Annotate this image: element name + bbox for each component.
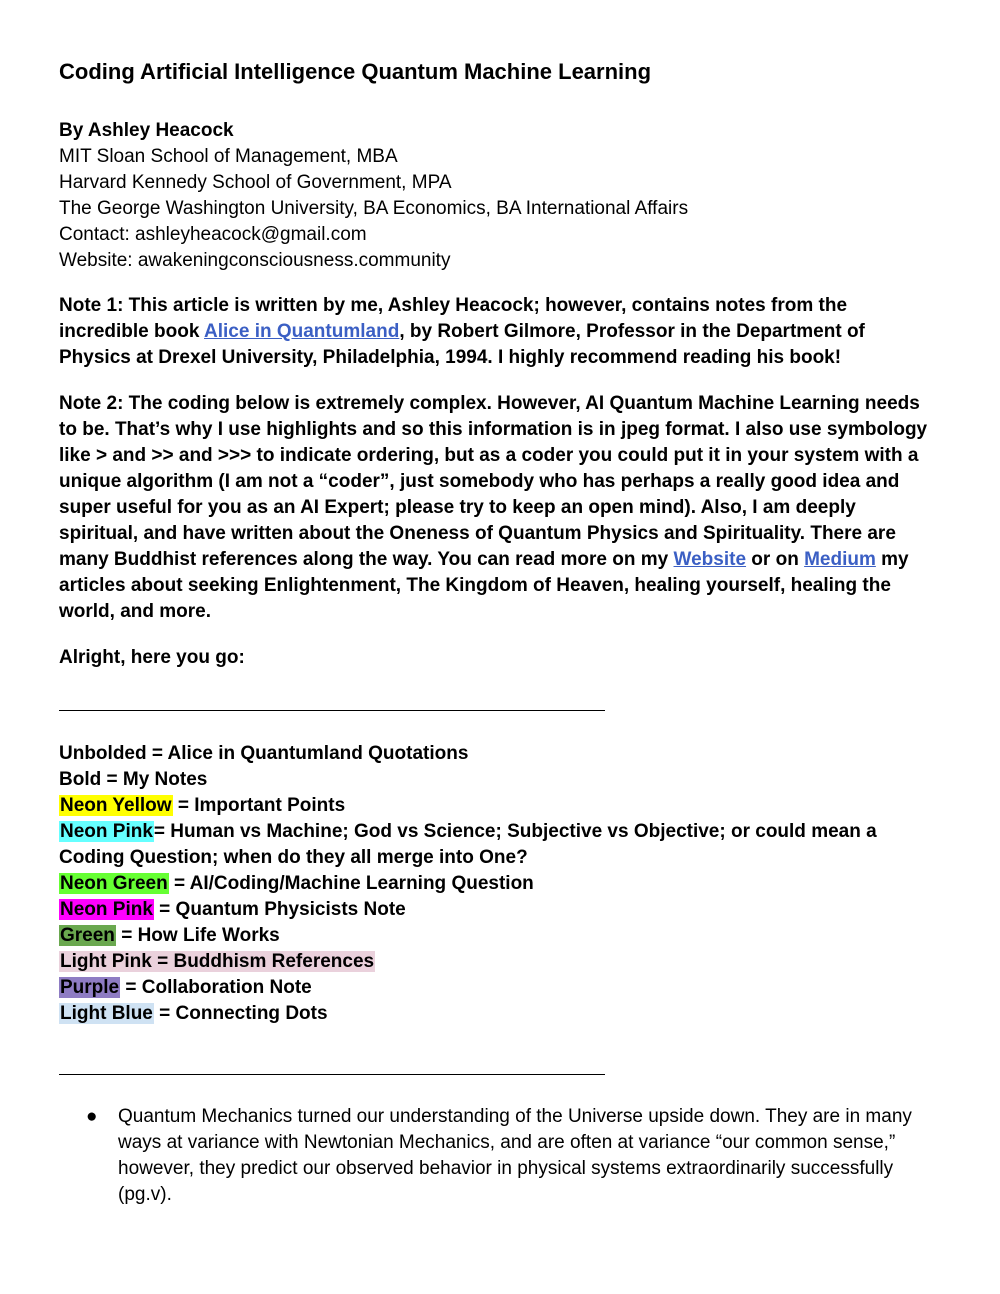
legend-desc: = Quantum Physicists Note xyxy=(153,899,406,920)
list-item-text: Quantum Mechanics turned our understanding of the Universe upside down. They are in many ways at variance with Newtonian Mechanics, and are often at variance “our common sense,” however, they predict our observed behavior in physical systems extraordinarily successfully (pg.v). xyxy=(118,1106,912,1205)
website-line: Website: awakeningconsciousness.community xyxy=(59,250,451,271)
legend-desc: = How Life Works xyxy=(115,925,280,946)
highlight-legend xyxy=(59,741,939,1027)
neon-yellow-swatch: Neon Yellow xyxy=(60,795,172,816)
legend-row-neon-pink-cyan xyxy=(59,819,939,871)
neon-green-swatch: Neon Green xyxy=(60,873,168,894)
bullet-dot-icon: ● xyxy=(86,1106,98,1127)
legend-desc: = Human vs Machine; God vs Science; Subjective vs Objective; or could mean a Coding Question; when do they all merge into One? xyxy=(59,821,877,868)
legend-desc: = AI/Coding/Machine Learning Question xyxy=(168,873,534,894)
medium-link[interactable]: Medium xyxy=(804,549,876,570)
purple-swatch: Purple xyxy=(60,977,120,998)
page-title: Coding Artificial Intelligence Quantum Machine Learning xyxy=(59,59,652,84)
note-2-text-start: Note 2: The coding below is extremely complex. However, AI Quantum Machine Learning needs to be. That’s why I use highlights and so this information is in jpeg format. I also use symbology like > and >> and >>> to indicate ordering, but as a coder you could put it in your system with a unique algorithm (I am not a “coder”, just somebody who has perhaps a really good idea and super useful for you as an AI Expert; please try to keep an open mind). Also, I am deeply spiritual, and have written about the Oneness of Quantum Physics and Spirituality. There are many Buddhist references along the way. You can read more on my xyxy=(59,393,928,570)
note-2-text-middle: or on xyxy=(746,549,805,570)
green-swatch: Green xyxy=(60,925,115,946)
light-pink-swatch: Light Pink = Buddhism References xyxy=(60,951,375,972)
legend-desc: = Collaboration Note xyxy=(120,977,312,998)
legend-row-neon-yellow xyxy=(59,793,939,819)
note-2-paragraph xyxy=(59,391,939,625)
contact-email: Contact: ashleyheacock@gmail.com xyxy=(59,224,367,245)
legend-row-light-blue xyxy=(59,1001,939,1027)
note-1-text-start: Note 1: This article is written by me, Ashley Heacock; however, contains notes from the incredible book xyxy=(59,295,848,342)
alice-in-quantumland-link[interactable]: Alice in Quantumland xyxy=(204,321,400,342)
intro-line: Alright, here you go: xyxy=(59,647,245,668)
credential-ba: The George Washington University, BA Economics, BA International Affairs xyxy=(59,198,689,219)
quote-list xyxy=(59,1104,949,1208)
legend-row-purple xyxy=(59,975,939,1001)
list-item xyxy=(59,1104,949,1208)
legend-desc: = Important Points xyxy=(172,795,346,816)
neon-pink-cyan-swatch: Neon Pink xyxy=(60,821,153,842)
note-1-text-end: , by Robert Gilmore, Professor in the Department of Physics at Drexel University, Philadelphia, 1994. I highly recommend reading his book! xyxy=(59,321,865,368)
legend-row-light-pink xyxy=(59,949,939,975)
legend-row-neon-green xyxy=(59,871,939,897)
legend-row-unbolded: Unbolded = Alice in Quantumland Quotations xyxy=(59,743,469,764)
divider-bottom xyxy=(59,1074,605,1075)
legend-row-bold: Bold = My Notes xyxy=(59,769,208,790)
note-1-paragraph xyxy=(59,293,939,371)
credential-mba: MIT Sloan School of Management, MBA xyxy=(59,146,398,167)
credential-mpa: Harvard Kennedy School of Government, MPA xyxy=(59,172,452,193)
legend-row-green xyxy=(59,923,939,949)
legend-desc: = Connecting Dots xyxy=(153,1003,328,1024)
legend-row-neon-pink-magenta xyxy=(59,897,939,923)
note-2-text-end: my articles about seeking Enlightenment, The Kingdom of Heaven, healing yourself, healing the world, and more. xyxy=(59,549,909,622)
author-byline: By Ashley Heacock xyxy=(59,120,234,141)
neon-pink-magenta-swatch: Neon Pink xyxy=(60,899,153,920)
author-block xyxy=(59,118,959,274)
light-blue-swatch: Light Blue xyxy=(60,1003,153,1024)
website-link[interactable]: Website xyxy=(673,549,747,570)
divider-top xyxy=(59,710,605,711)
